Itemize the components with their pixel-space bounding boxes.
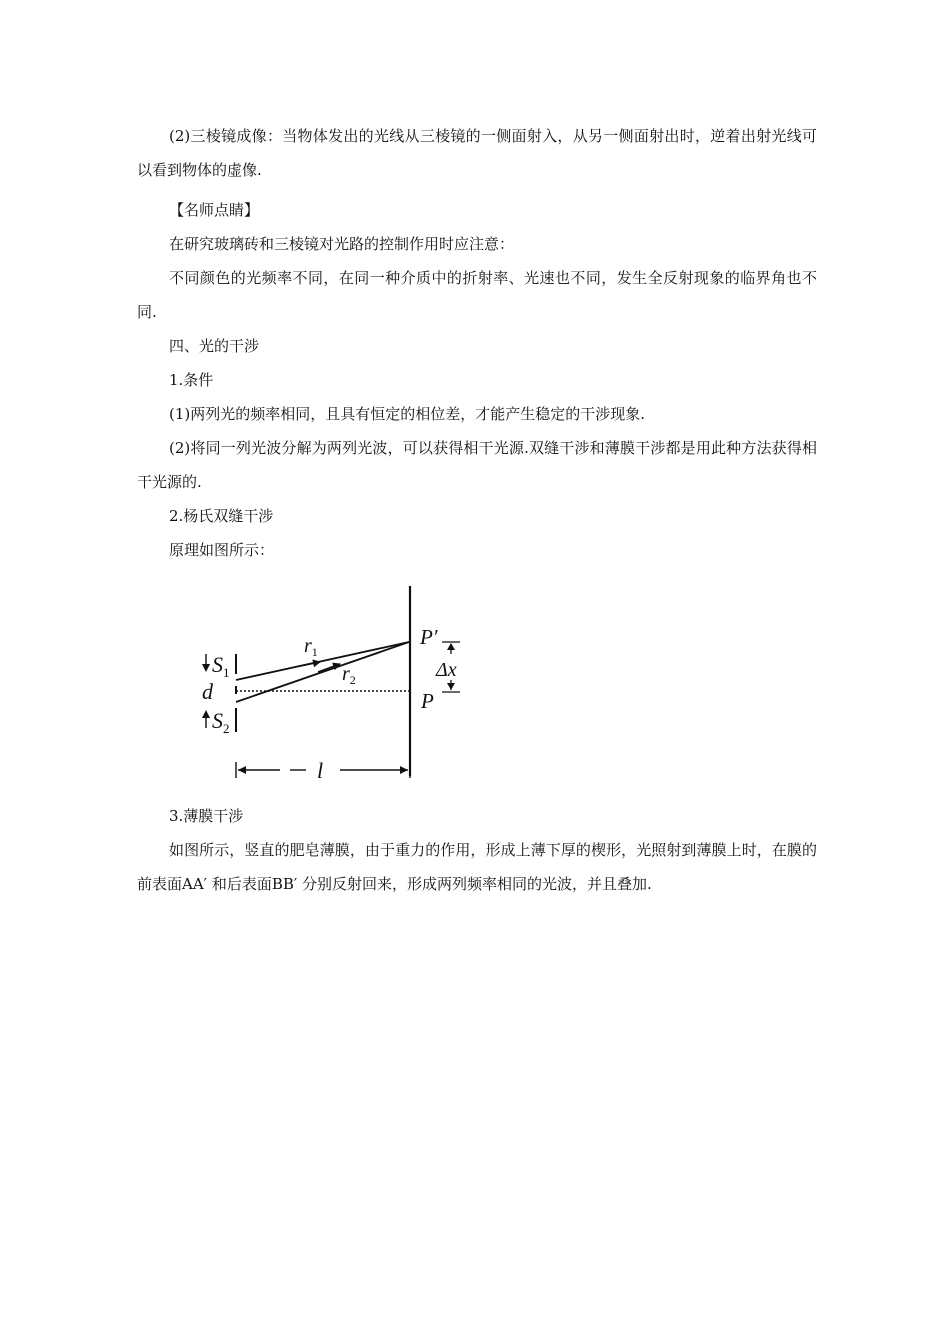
l-arrow-right bbox=[400, 766, 408, 774]
label-p-prime: P′ bbox=[420, 625, 438, 649]
label-s1: $S_1$ bbox=[212, 652, 230, 680]
heading-conditions: 1.条件 bbox=[169, 371, 214, 389]
heading-interference: 四、光的干涉 bbox=[169, 337, 260, 355]
paragraph-prism-imaging: (2)三棱镜成像：当物体发出的光线从三棱镜的一侧面射入，从另一侧面射出时，逆着出射光线可以看到物体的虚像. bbox=[137, 127, 817, 179]
ray-r1 bbox=[236, 642, 409, 680]
heading-teacher-tips: 【名师点睛】 bbox=[169, 201, 260, 219]
dx-arrow-top bbox=[447, 643, 455, 650]
label-l: l bbox=[317, 758, 324, 783]
label-r1: $r_1$ bbox=[304, 635, 318, 659]
label-delta-x: Δx bbox=[436, 659, 457, 681]
paragraph-color-frequency: 不同颜色的光频率不同，在同一种介质中的折射率、光速也不同，发生全反射现象的临界角也不同. bbox=[137, 269, 817, 321]
paragraph-condition-1: (1)两列光的频率相同，且具有恒定的相位差，才能产生稳定的干涉现象. bbox=[169, 405, 646, 423]
paragraph-principle-figure: 原理如图所示： bbox=[169, 541, 275, 559]
double-slit-diagram bbox=[190, 584, 490, 790]
paragraph-attention-note: 在研究玻璃砖和三棱镜对光路的控制作用时应注意： bbox=[169, 235, 515, 253]
ray-r2 bbox=[236, 642, 409, 702]
arrow-r1 bbox=[300, 662, 320, 666]
dx-arrow-bottom bbox=[447, 683, 455, 690]
label-s2: $S_2$ bbox=[212, 708, 230, 736]
heading-young-double-slit: 2.杨氏双缝干涉 bbox=[169, 507, 274, 525]
label-p: P bbox=[421, 689, 434, 713]
label-r2: $r_2$ bbox=[342, 663, 356, 687]
heading-thin-film: 3.薄膜干涉 bbox=[169, 807, 244, 825]
d-arrow-bottom bbox=[202, 710, 210, 718]
paragraph-thin-film: 如图所示，竖直的肥皂薄膜，由于重力的作用，形成上薄下厚的楔形，光照射到薄膜上时，在膜的前表面AA′ 和后表面BB′ 分别反射回来，形成两列频率相同的光波，并且叠加. bbox=[137, 841, 817, 893]
label-d: d bbox=[202, 679, 213, 704]
l-arrow-left bbox=[238, 766, 246, 774]
paragraph-condition-2: (2)将同一列光波分解为两列光波，可以获得相干光源.双缝干涉和薄膜干涉都是用此种方法获得相干光源的. bbox=[137, 439, 817, 491]
d-arrow-top bbox=[202, 664, 210, 672]
